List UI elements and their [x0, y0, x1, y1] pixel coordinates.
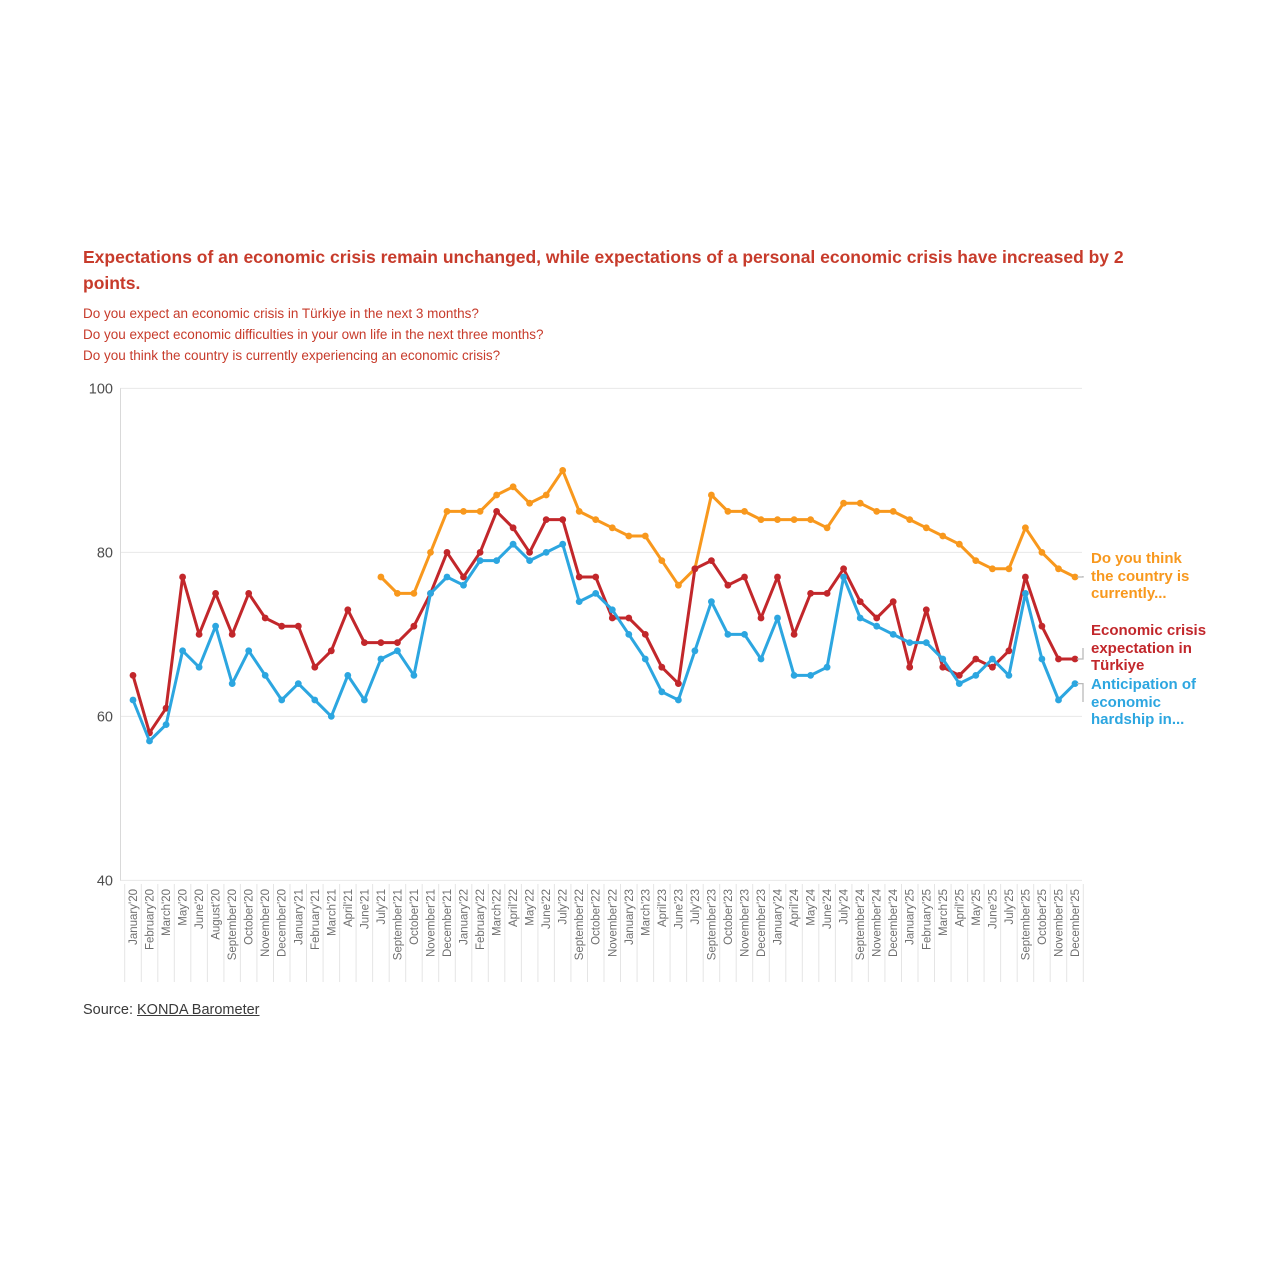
svg-text:June'24: June'24 — [822, 889, 835, 929]
svg-text:February'21: February'21 — [309, 889, 322, 951]
legend-line: Anticipation of — [1091, 676, 1196, 693]
svg-text:November'24: November'24 — [871, 889, 884, 958]
svg-text:September'22: September'22 — [574, 889, 587, 961]
svg-text:January'24: January'24 — [772, 889, 785, 945]
svg-text:December'23: December'23 — [756, 889, 768, 958]
svg-text:October'20: October'20 — [243, 889, 256, 945]
legend-line: Economic crisis — [1091, 622, 1207, 639]
source-prefix: Source: — [83, 1002, 137, 1018]
svg-text:60: 60 — [96, 709, 113, 726]
legend-line: currently... — [1091, 585, 1167, 602]
svg-text:November'20: November'20 — [260, 889, 273, 958]
svg-text:March'21: March'21 — [326, 889, 339, 936]
svg-text:October'23: October'23 — [722, 889, 735, 945]
legend-line: hardship in... — [1091, 711, 1185, 728]
subtitle-question-3: Do you think the country is currently experiencing an economic crisis? — [83, 348, 501, 363]
svg-text:November'21: November'21 — [425, 889, 438, 958]
svg-text:October'22: October'22 — [590, 889, 603, 945]
legend-line: economic — [1091, 693, 1162, 711]
svg-text:July'22: July'22 — [557, 889, 570, 925]
svg-text:June'21: June'21 — [359, 889, 372, 929]
svg-text:September'24: September'24 — [855, 889, 868, 961]
chart-subtitle — [83, 303, 983, 366]
svg-text:March'22: March'22 — [491, 889, 504, 936]
svg-text:June'20: June'20 — [194, 889, 207, 929]
legend-label-anticipation-of-hardship — [1091, 676, 1276, 729]
svg-text:October'25: October'25 — [1036, 889, 1049, 945]
svg-text:March'20: March'20 — [161, 889, 174, 936]
subtitle-question-1: Do you expect an economic crisis in Türkiye in the next 3 months? — [83, 306, 479, 321]
svg-text:May'24: May'24 — [805, 889, 818, 926]
svg-text:June'25: June'25 — [987, 889, 1000, 929]
svg-text:March'25: March'25 — [937, 889, 950, 936]
svg-text:November'22: November'22 — [607, 889, 620, 958]
svg-text:April'24: April'24 — [789, 889, 802, 927]
svg-text:May'25: May'25 — [970, 889, 983, 926]
svg-text:December'21: December'21 — [442, 889, 454, 958]
svg-text:40: 40 — [96, 873, 113, 890]
svg-text:December'20: December'20 — [276, 889, 289, 958]
subtitle-question-2: Do you expect economic difficulties in your own life in the next three months? — [83, 327, 544, 342]
svg-text:November'25: November'25 — [1053, 889, 1066, 958]
legend-line: Türkiye — [1091, 657, 1145, 674]
svg-text:April'22: April'22 — [508, 889, 521, 927]
svg-text:January'20: January'20 — [128, 889, 140, 945]
svg-text:September'25: September'25 — [1020, 889, 1033, 961]
legend-line: expectation in — [1091, 639, 1192, 657]
svg-text:May'20: May'20 — [177, 889, 190, 926]
svg-text:March'23: March'23 — [640, 889, 653, 936]
svg-text:December'25: December'25 — [1070, 889, 1082, 958]
svg-text:January'21: January'21 — [293, 889, 306, 945]
svg-text:August'20: August'20 — [210, 889, 223, 940]
svg-text:April'23: April'23 — [656, 889, 669, 927]
legend-label-economic-crisis-expectation — [1091, 622, 1276, 675]
chart-title: Expectations of an economic crisis remain unchanged, while expectations of a personal economic crisis have increased by 2 points. — [83, 247, 1124, 293]
svg-text:April'21: April'21 — [342, 889, 355, 927]
svg-text:February'25: February'25 — [921, 889, 934, 951]
svg-text:September'20: September'20 — [227, 889, 240, 961]
svg-text:June'23: June'23 — [673, 889, 686, 929]
svg-text:July'24: July'24 — [838, 889, 851, 925]
svg-text:September'23: September'23 — [706, 889, 719, 961]
legend-line: the country is — [1091, 567, 1190, 585]
svg-text:September'21: September'21 — [392, 889, 405, 961]
svg-text:May'22: May'22 — [524, 889, 537, 926]
source-link[interactable]: KONDA Barometer — [137, 1002, 260, 1018]
svg-text:100: 100 — [88, 381, 113, 398]
svg-text:October'21: October'21 — [408, 889, 421, 945]
svg-text:July'23: July'23 — [689, 889, 702, 925]
svg-text:June'22: June'22 — [541, 889, 554, 929]
legend-line: Do you think — [1091, 550, 1182, 567]
svg-text:July'25: July'25 — [1003, 889, 1016, 925]
svg-text:January'25: January'25 — [904, 889, 917, 945]
source-line — [83, 1002, 260, 1018]
svg-text:November'23: November'23 — [739, 889, 752, 958]
svg-text:80: 80 — [96, 545, 113, 562]
svg-text:April'25: April'25 — [954, 889, 967, 927]
svg-text:February'22: February'22 — [475, 889, 488, 951]
svg-text:December'24: December'24 — [888, 889, 901, 958]
svg-text:July'21: July'21 — [375, 889, 388, 925]
legend-label-country-currently-in-crisis — [1091, 550, 1276, 603]
svg-text:January'22: January'22 — [458, 889, 471, 945]
svg-text:February'20: February'20 — [144, 889, 157, 951]
svg-text:January'23: January'23 — [623, 889, 636, 945]
